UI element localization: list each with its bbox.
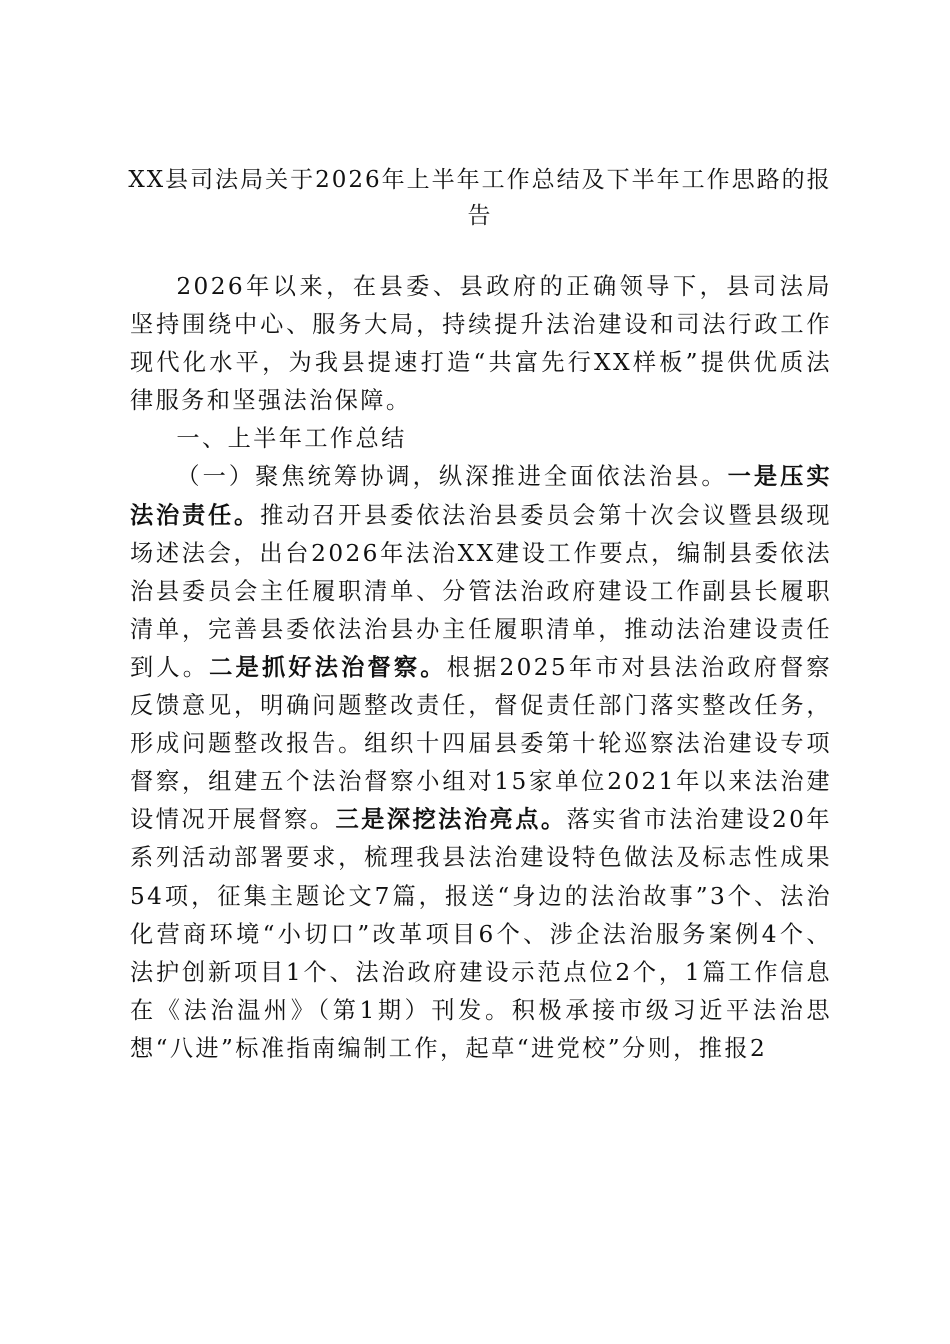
point-2-title: 二是抓好法治督察。 [209, 653, 447, 681]
point-2-text: 根据2025年市对县法治政府督察反馈意见，明确问题整改责任，督促责任部门落实整改任务，形成问题整改报告。组织十四届县委第十轮巡察法治建设专项督察，组建五个法治督察小组对15家单位2021年以来法治建设情况开展督察。 [130, 653, 832, 834]
intro-paragraph: 2026年以来，在县委、县政府的正确领导下，县司法局坚持围绕中心、服务大局，持续提升法治建设和司法行政工作现代化水平，为我县提速打造“共富先行XX样板”提供优质法律服务和坚强法治保障。 [130, 273, 832, 415]
subsection-heading: （一）聚焦统筹协调，纵深推进全面依法治县。 [176, 463, 728, 491]
point-1-title: 一是压实法治责任。 [130, 463, 832, 529]
section-heading: 一、上半年工作总结 [176, 425, 407, 453]
point-3-text: 落实省市法治建设20年系列活动部署要求，梳理我县法治建设特色做法及标志性成果54项，征集主题论文7篇，报送“身边的法治故事”3个、法治化营商环境“小切口”改革项目6个、涉企法治服务案例4个、法护创新项目1个、法治政府建设示范点位2个，1篇工作信息在《法治温州》（第1期）刊发。积极承接市级习近平法治思想“八进”标准指南编制工作，起草“进党校”分则，推报2 [130, 806, 833, 1062]
document-body [130, 268, 832, 1068]
subsection-paragraph [130, 458, 832, 1068]
point-3-title: 三是深挖法治亮点。 [335, 806, 567, 834]
point-1-text: 推动召开县委依法治县委员会第十次会议暨县级现场述法会，出台2026年法治XX建设工作要点，编制县委依法治县委员会主任履职清单、分管法治政府建设工作副县长履职清单，完善县委依法治县办主任履职清单，推动法治建设责任到人。 [130, 501, 832, 681]
document-title [120, 162, 840, 234]
title-line-2: 告 [467, 203, 493, 229]
title-line-1: XX县司法局关于2026年上半年工作总结及下半年工作思路的报 [128, 167, 832, 193]
